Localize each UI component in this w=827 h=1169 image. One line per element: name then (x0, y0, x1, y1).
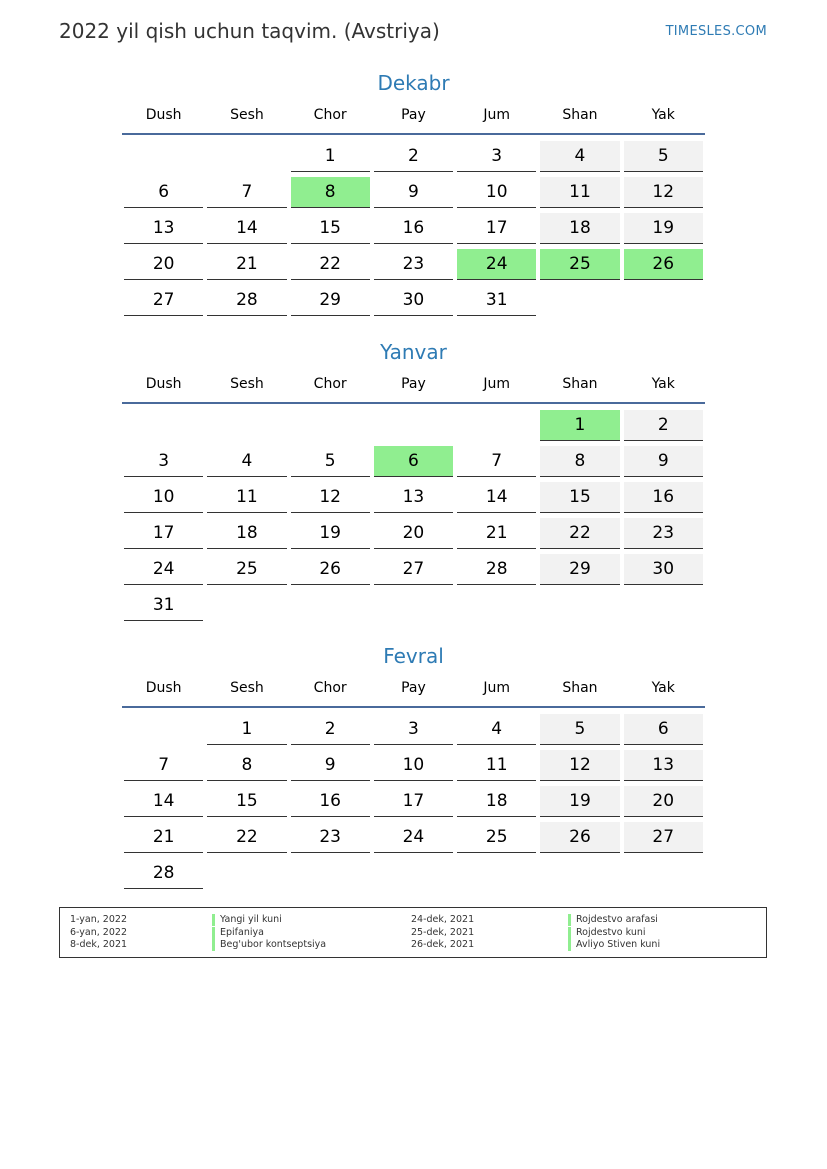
day-cell (205, 856, 288, 892)
day-cell (205, 175, 288, 211)
day-cell (289, 784, 372, 820)
day[interactable]: 23 (374, 249, 453, 280)
legend-date: 6-yan, 2022 (70, 926, 127, 938)
weekday-label: Shan (562, 680, 598, 696)
day[interactable]: 9 (291, 750, 370, 781)
weekday-label: Yak (651, 680, 675, 696)
day-cell (455, 820, 538, 856)
day[interactable]: 20 (124, 249, 203, 280)
day-cell (455, 283, 538, 319)
day-cell (538, 175, 621, 211)
weekend-day[interactable]: 8 (540, 446, 619, 477)
day-cell (372, 247, 455, 283)
day-cell (289, 712, 372, 748)
day-cell (205, 820, 288, 856)
day-cell (122, 712, 205, 748)
week-row (122, 820, 705, 856)
week-row (122, 211, 705, 247)
day-cell (122, 247, 205, 283)
day-cell (205, 516, 288, 552)
day[interactable]: 3 (124, 446, 203, 477)
holiday-day[interactable]: 6 (374, 446, 453, 477)
weekend-day[interactable]: 26 (540, 822, 619, 853)
day[interactable]: 14 (124, 786, 203, 817)
day-cell (538, 516, 621, 552)
weekend-day[interactable]: 6 (624, 714, 703, 745)
week-row (122, 712, 705, 748)
day-cell (622, 211, 705, 247)
day[interactable]: 11 (457, 750, 536, 781)
day-cell (455, 588, 538, 624)
day-cell (122, 516, 205, 552)
holiday-legend (59, 907, 767, 958)
day-cell (205, 712, 288, 748)
day-cell (622, 408, 705, 444)
page-title: 2022 yil qish uchun taqvim. (Avstriya) (59, 19, 440, 43)
day[interactable]: 10 (124, 482, 203, 513)
month-title: Fevral (383, 644, 444, 668)
day-cell (289, 408, 372, 444)
day-cell (289, 283, 372, 319)
weekend-day[interactable]: 19 (540, 786, 619, 817)
weekday-label: Pay (401, 107, 426, 123)
day[interactable]: 25 (207, 554, 286, 585)
day[interactable]: 17 (124, 518, 203, 549)
weekday-label: Jum (483, 376, 511, 392)
holiday-day[interactable]: 26 (624, 249, 703, 280)
day-cell (538, 784, 621, 820)
day-cell (455, 444, 538, 480)
legend-date: 1-yan, 2022 (70, 914, 127, 925)
legend-date: 26-dek, 2021 (411, 939, 475, 950)
day[interactable]: 18 (457, 786, 536, 817)
day-cell (455, 552, 538, 588)
week-row (122, 139, 705, 175)
day-cell (622, 748, 705, 784)
day-cell (205, 480, 288, 516)
day-cell (122, 588, 205, 624)
day[interactable]: 1 (291, 141, 370, 172)
day[interactable]: 16 (291, 786, 370, 817)
day-cell (289, 211, 372, 247)
weekend-day[interactable]: 22 (540, 518, 619, 549)
day[interactable]: 5 (291, 446, 370, 477)
weekend-day[interactable]: 4 (540, 141, 619, 172)
weekday-label: Dush (145, 107, 182, 123)
day[interactable]: 16 (374, 213, 453, 244)
day[interactable]: 15 (207, 786, 286, 817)
week-row (122, 748, 705, 784)
day[interactable]: 13 (374, 482, 453, 513)
week-row (122, 552, 705, 588)
weekend-day[interactable]: 20 (624, 786, 703, 817)
day[interactable]: 20 (374, 518, 453, 549)
day-cell (289, 139, 372, 175)
day[interactable]: 17 (374, 786, 453, 817)
day-cell (622, 139, 705, 175)
day-cell (372, 588, 455, 624)
day-cell (455, 516, 538, 552)
day-cell (122, 283, 205, 319)
weekend-day[interactable]: 15 (540, 482, 619, 513)
holiday-day[interactable]: 25 (540, 249, 619, 280)
day-cell (205, 247, 288, 283)
day-cell (122, 444, 205, 480)
holiday-day[interactable]: 1 (540, 410, 619, 441)
day-cell (122, 175, 205, 211)
day-cell (372, 784, 455, 820)
day[interactable]: 9 (374, 177, 453, 208)
weekend-day[interactable]: 12 (624, 177, 703, 208)
day-cell (455, 211, 538, 247)
day-cell (122, 748, 205, 784)
legend-holiday-name: Beg'ubor kontseptsiya (212, 939, 326, 951)
day-cell (455, 175, 538, 211)
day[interactable]: 10 (374, 750, 453, 781)
weekend-day[interactable]: 5 (540, 714, 619, 745)
day-cell (122, 820, 205, 856)
weekday-label: Sesh (230, 680, 264, 696)
day-cell (372, 748, 455, 784)
day-cell (455, 784, 538, 820)
weekend-day[interactable]: 30 (624, 554, 703, 585)
day-cell (289, 552, 372, 588)
day[interactable]: 17 (457, 213, 536, 244)
weekday-label: Pay (401, 680, 426, 696)
day-cell (205, 283, 288, 319)
day[interactable]: 25 (457, 822, 536, 853)
day-cell (372, 856, 455, 892)
day-cell (205, 211, 288, 247)
day-cell (205, 784, 288, 820)
weekday-label: Chor (313, 107, 347, 123)
day-cell (455, 712, 538, 748)
day-cell (622, 784, 705, 820)
day-cell (289, 588, 372, 624)
day-cell (622, 820, 705, 856)
day-cell (622, 712, 705, 748)
day[interactable]: 2 (291, 714, 370, 745)
month-title: Dekabr (377, 71, 450, 95)
day-cell (538, 139, 621, 175)
weekend-day[interactable]: 23 (624, 518, 703, 549)
day-cell (455, 748, 538, 784)
day[interactable]: 21 (207, 249, 286, 280)
weekend-day[interactable]: 18 (540, 213, 619, 244)
day[interactable]: 23 (291, 822, 370, 853)
day[interactable]: 21 (124, 822, 203, 853)
day-cell (122, 211, 205, 247)
legend-holiday-name: Rojdestvo kuni (568, 927, 646, 939)
week-row (122, 408, 705, 444)
day-cell (622, 444, 705, 480)
day-cell (538, 712, 621, 748)
week-row (122, 444, 705, 480)
day-cell (455, 247, 538, 283)
weekday-label: Chor (313, 376, 347, 392)
weekday-label: Jum (483, 680, 511, 696)
day-cell (538, 408, 621, 444)
day-cell (622, 247, 705, 283)
legend-holiday-name: Yangi yil kuni (212, 914, 282, 926)
day[interactable]: 14 (207, 213, 286, 244)
day[interactable]: 6 (124, 177, 203, 208)
legend-date: 8-dek, 2021 (70, 939, 128, 950)
day-cell (372, 552, 455, 588)
weekend-day[interactable]: 29 (540, 554, 619, 585)
day[interactable]: 24 (374, 822, 453, 853)
day[interactable]: 29 (291, 285, 370, 316)
day-cell (289, 820, 372, 856)
week-row (122, 588, 705, 624)
day[interactable]: 21 (457, 518, 536, 549)
day[interactable]: 7 (207, 177, 286, 208)
day-cell (289, 247, 372, 283)
day[interactable]: 28 (457, 554, 536, 585)
day[interactable]: 27 (374, 554, 453, 585)
day-cell (622, 283, 705, 319)
day-cell (205, 588, 288, 624)
day-cell (538, 856, 621, 892)
day[interactable]: 30 (374, 285, 453, 316)
day[interactable]: 31 (124, 590, 203, 621)
weekday-label: Yak (651, 376, 675, 392)
weekend-day[interactable]: 9 (624, 446, 703, 477)
day[interactable]: 28 (124, 858, 203, 889)
weeks-grid (122, 139, 705, 319)
month-2 (122, 643, 705, 892)
day-cell (205, 748, 288, 784)
day-cell (122, 552, 205, 588)
day-cell (289, 444, 372, 480)
day-cell (538, 283, 621, 319)
day[interactable]: 19 (291, 518, 370, 549)
day[interactable]: 8 (207, 750, 286, 781)
day-cell (372, 712, 455, 748)
day-cell (372, 480, 455, 516)
day-cell (372, 820, 455, 856)
weekday-label: Chor (313, 680, 347, 696)
day-cell (122, 856, 205, 892)
week-row (122, 247, 705, 283)
day[interactable]: 26 (291, 554, 370, 585)
day[interactable]: 4 (207, 446, 286, 477)
day-cell (205, 552, 288, 588)
day-cell (122, 784, 205, 820)
day[interactable]: 7 (457, 446, 536, 477)
legend-date: 24-dek, 2021 (411, 914, 475, 925)
day[interactable]: 14 (457, 482, 536, 513)
day-cell (455, 139, 538, 175)
weekday-label: Sesh (230, 107, 264, 123)
weekday-header-row (122, 374, 705, 404)
week-row (122, 175, 705, 211)
day[interactable]: 28 (207, 285, 286, 316)
day-cell (372, 211, 455, 247)
day-cell (205, 444, 288, 480)
day[interactable]: 27 (124, 285, 203, 316)
day-cell (372, 175, 455, 211)
weeks-grid (122, 408, 705, 624)
month-0 (122, 70, 705, 319)
day[interactable]: 7 (124, 750, 203, 781)
day[interactable]: 31 (457, 285, 536, 316)
day[interactable]: 11 (207, 482, 286, 513)
holiday-day[interactable]: 8 (291, 177, 370, 208)
day-cell (372, 408, 455, 444)
weekday-label: Shan (562, 376, 598, 392)
weekday-label: Jum (483, 107, 511, 123)
legend-holiday-name: Avliyo Stiven kuni (568, 939, 660, 951)
day-cell (622, 480, 705, 516)
day-cell (372, 444, 455, 480)
day-cell (289, 175, 372, 211)
day-cell (455, 480, 538, 516)
day[interactable]: 10 (457, 177, 536, 208)
weekend-day[interactable]: 11 (540, 177, 619, 208)
day[interactable]: 3 (374, 714, 453, 745)
day-cell (538, 480, 621, 516)
day[interactable]: 3 (457, 141, 536, 172)
day-cell (622, 516, 705, 552)
day-cell (289, 480, 372, 516)
day-cell (372, 139, 455, 175)
day-cell (122, 139, 205, 175)
legend-holiday-name: Rojdestvo arafasi (568, 914, 658, 926)
day[interactable]: 24 (124, 554, 203, 585)
day[interactable]: 1 (207, 714, 286, 745)
day-cell (372, 283, 455, 319)
weekday-header-row (122, 678, 705, 708)
weekday-label: Shan (562, 107, 598, 123)
legend-holiday-name: Epifaniya (212, 927, 264, 939)
month-1 (122, 339, 705, 624)
day[interactable]: 18 (207, 518, 286, 549)
day[interactable]: 22 (207, 822, 286, 853)
day-cell (289, 748, 372, 784)
day-cell (622, 588, 705, 624)
week-row (122, 480, 705, 516)
weekend-day[interactable]: 16 (624, 482, 703, 513)
day[interactable]: 4 (457, 714, 536, 745)
legend-date: 25-dek, 2021 (411, 926, 475, 938)
weekday-label: Pay (401, 376, 426, 392)
week-row (122, 856, 705, 892)
day-cell (455, 856, 538, 892)
weekday-label: Dush (145, 376, 182, 392)
day-cell (538, 552, 621, 588)
day-cell (538, 748, 621, 784)
day[interactable]: 15 (291, 213, 370, 244)
weekend-day[interactable]: 13 (624, 750, 703, 781)
day-cell (538, 820, 621, 856)
day-cell (122, 480, 205, 516)
site-link[interactable]: TIMESLES.COM (665, 24, 767, 39)
day-cell (622, 552, 705, 588)
day[interactable]: 13 (124, 213, 203, 244)
weekday-label: Sesh (230, 376, 264, 392)
week-row (122, 516, 705, 552)
day[interactable]: 22 (291, 249, 370, 280)
day-cell (122, 408, 205, 444)
weekday-label: Dush (145, 680, 182, 696)
weeks-grid (122, 712, 705, 892)
weekday-label: Yak (651, 107, 675, 123)
day-cell (538, 444, 621, 480)
day-cell (455, 408, 538, 444)
week-row (122, 283, 705, 319)
day-cell (289, 856, 372, 892)
day-cell (538, 588, 621, 624)
day-cell (622, 175, 705, 211)
weekend-day[interactable]: 2 (624, 410, 703, 441)
weekend-day[interactable]: 27 (624, 822, 703, 853)
weekend-day[interactable]: 12 (540, 750, 619, 781)
week-row (122, 784, 705, 820)
day-cell (289, 516, 372, 552)
weekday-header-row (122, 105, 705, 135)
holiday-day[interactable]: 24 (457, 249, 536, 280)
day[interactable]: 2 (374, 141, 453, 172)
day-cell (622, 856, 705, 892)
day-cell (538, 247, 621, 283)
month-title: Yanvar (380, 340, 447, 364)
weekend-day[interactable]: 19 (624, 213, 703, 244)
day-cell (372, 516, 455, 552)
day-cell (205, 139, 288, 175)
weekend-day[interactable]: 5 (624, 141, 703, 172)
day-cell (538, 211, 621, 247)
day[interactable]: 12 (291, 482, 370, 513)
day-cell (205, 408, 288, 444)
